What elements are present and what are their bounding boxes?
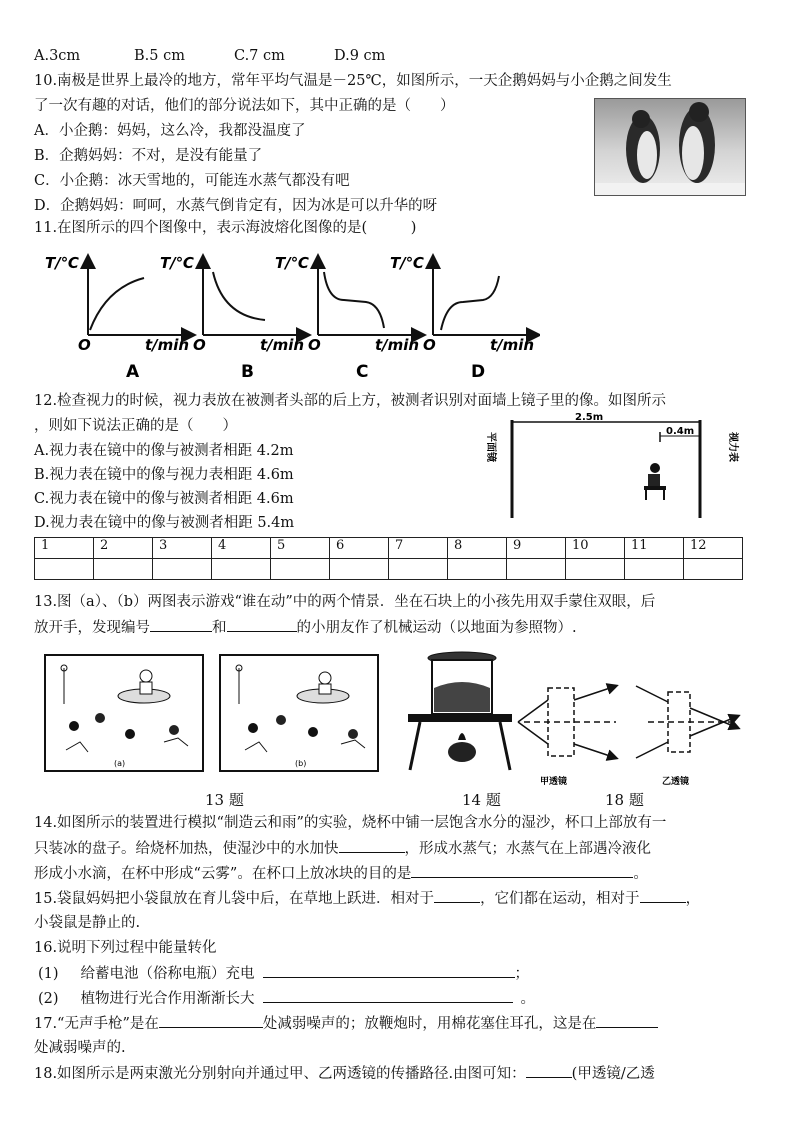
distance-0-4m: 0.4m xyxy=(666,426,695,437)
q18-figure xyxy=(516,678,756,790)
q14-blank-2[interactable] xyxy=(411,863,633,878)
graph-c-xlabel: t/min xyxy=(375,336,420,354)
graph-a-xlabel: t/min xyxy=(145,336,190,354)
answer-cell-label: 4 xyxy=(212,538,271,559)
lens-yi xyxy=(636,686,738,787)
q13-blank-1[interactable] xyxy=(150,617,212,632)
q10-stem-line2: 了一次有趣的对话，他们的部分说法如下，其中正确的是（ ） xyxy=(34,98,455,114)
graph-b-origin: O xyxy=(193,336,206,354)
graph-b xyxy=(160,254,310,382)
answer-cell-label: 5 xyxy=(271,538,330,559)
q18-text-b: (甲透镜/乙透 xyxy=(571,1066,655,1082)
q16-item-1 xyxy=(38,963,529,984)
answer-cell[interactable] xyxy=(212,559,271,580)
q9-option-d: D.9 cm xyxy=(334,48,386,64)
answer-cell-label: 11 xyxy=(625,538,684,559)
graph-a-ylabel: T/℃ xyxy=(45,254,79,272)
q13-blank-2[interactable] xyxy=(227,617,297,632)
answer-cell-label: 6 xyxy=(330,538,389,559)
person-head xyxy=(650,463,660,473)
answer-cell-label: 9 xyxy=(507,538,566,559)
q15-blank-2[interactable] xyxy=(640,888,686,903)
q16-item-1-end: ； xyxy=(514,966,530,982)
answer-cell-label: 10 xyxy=(566,538,625,559)
q16-item-1-text: 给蓄电池（俗称电瓶）充电 xyxy=(80,966,255,982)
q10-stem-line1: 10.南极是世界上最冷的地方，常年平均气温是－25℃，如图所示，一天企鹅妈妈与小企鹅之间发生 xyxy=(34,73,672,89)
q15-text-c: ， xyxy=(685,891,701,907)
q17-text-b: 处减弱噪声的；放鞭炮时，用棉花塞住耳孔，这是在 xyxy=(262,1016,597,1032)
q9-option-a: A.3cm xyxy=(34,48,81,64)
distance-2-5m: 2.5m xyxy=(575,412,604,423)
q18-blank-1[interactable] xyxy=(526,1063,572,1078)
fig-a-label: (a) xyxy=(114,759,126,768)
q15-stem-line2: 小袋鼠是静止的. xyxy=(34,915,141,931)
lens-yi-label: 乙透镜 xyxy=(662,777,690,787)
graph-a xyxy=(45,254,195,382)
q14-text-d: 。 xyxy=(633,866,648,882)
q16-item-2-text: 植物进行光合作用渐渐长大 xyxy=(80,991,255,1007)
graph-b-xlabel: t/min xyxy=(260,336,305,354)
q16-stem: 16.说明下列过程中能量转化 xyxy=(34,940,217,956)
graph-d-letter: D xyxy=(471,362,486,382)
q15-text-b: ，它们都在运动，相对于 xyxy=(480,891,640,907)
q13-figure-b xyxy=(219,654,379,772)
q9-option-c: C.7 cm xyxy=(234,48,285,64)
graph-d-ylabel: T/℃ xyxy=(390,254,424,272)
answer-cell[interactable] xyxy=(271,559,330,580)
q12-option-a: A.视力表在镜中的像与被测者相距 4.2m xyxy=(34,443,294,459)
q17-blank-1[interactable] xyxy=(159,1013,263,1028)
graph-b-ylabel: T/℃ xyxy=(160,254,194,272)
answer-cell-label: 7 xyxy=(389,538,448,559)
q16-item-2-end: 。 xyxy=(520,991,536,1007)
q9-options xyxy=(34,46,385,66)
answer-table xyxy=(34,537,743,580)
q14-text-b: ，形成水蒸气；水蒸气在上部遇冷液化 xyxy=(404,841,651,857)
q9-option-b: B.5 cm xyxy=(134,48,185,64)
q16-blank-1[interactable] xyxy=(263,963,515,978)
q11-stem: 11.在图所示的四个图像中，表示海波熔化图像的是( ) xyxy=(34,220,417,236)
graph-c-ylabel: T/℃ xyxy=(275,254,309,272)
q16-blank-2[interactable] xyxy=(263,988,513,1003)
q12-stem-line2: ，则如下说法正确的是（ ） xyxy=(34,418,237,434)
q14-text-a: 只装冰的盘子。给烧杯加热，使湿沙中的水加快 xyxy=(34,841,339,857)
q13-text-b: 和 xyxy=(212,620,227,636)
q14-stem-line3 xyxy=(34,863,648,884)
q11-graphs xyxy=(40,250,540,385)
q12-stem-line1: 12.检查视力的时候，视力表放在被测者头部的后上方，被测者识别对面墙上镜子里的像。如图所示 xyxy=(34,393,667,409)
lens-jia-label: 甲透镜 xyxy=(540,777,568,787)
q13-stem-line1: 13.图（a）、（b）两图表示游戏“谁在动”中的两个情景．坐在石块上的小孩先用双手蒙住双眼，后 xyxy=(34,594,656,610)
mirror-label: 平面镜 xyxy=(485,432,496,462)
q13-figure-a xyxy=(44,654,204,772)
q14-stem-line2 xyxy=(34,838,651,859)
q12-figure xyxy=(480,412,760,522)
q18-text-a: 18.如图所示是两束激光分别射向并通过甲、乙两透镜的传播路径.由图可知： xyxy=(34,1066,526,1082)
q10-option-d: D．企鹅妈妈：呵呵，水蒸气倒肯定有，因为冰是可以升华的呀 xyxy=(34,198,438,214)
caption-14: 14 题 xyxy=(462,791,501,809)
graph-c-origin: O xyxy=(308,336,321,354)
q13-stem-line2 xyxy=(34,617,577,638)
q16-item-2-number: (2) xyxy=(38,991,59,1007)
q13-text-c: 的小朋友作了机械运动（以地面为参照物）. xyxy=(296,620,577,636)
caption-13: 13 题 xyxy=(205,791,244,809)
answer-cell[interactable] xyxy=(448,559,507,580)
q17-stem-line2: 处减弱噪声的. xyxy=(34,1040,126,1056)
q17-stem-line1 xyxy=(34,1013,658,1034)
q16-item-1-number: (1) xyxy=(38,966,59,982)
q12-option-d: D.视力表在镜中的像与被测者相距 5.4m xyxy=(34,515,295,531)
answer-table-blank-row xyxy=(35,559,743,580)
q18-stem-line1 xyxy=(34,1063,655,1084)
q15-text-a: 15.袋鼠妈妈把小袋鼠放在育儿袋中后，在草地上跃进．相对于 xyxy=(34,891,435,907)
q14-blank-1[interactable] xyxy=(339,838,405,853)
answer-cell[interactable] xyxy=(389,559,448,580)
q17-text-a: 17.“无声手枪”是在 xyxy=(34,1016,159,1032)
graph-c xyxy=(275,254,425,382)
graph-d-origin: O xyxy=(423,336,436,354)
q13-text-a: 放开手，发现编号 xyxy=(34,620,150,636)
fig-b-label: (b) xyxy=(295,759,307,768)
q17-blank-2[interactable] xyxy=(596,1013,658,1028)
answer-cell[interactable] xyxy=(35,559,94,580)
q10-option-c: C．小企鹅：冰天雪地的，可能连水蒸气都没有吧 xyxy=(34,173,350,189)
graph-b-letter: B xyxy=(241,362,254,382)
q10-option-b: B．企鹅妈妈：不对，是没有能量了 xyxy=(34,148,263,164)
q15-blank-1[interactable] xyxy=(434,888,480,903)
answer-cell[interactable] xyxy=(684,559,743,580)
answer-cell[interactable] xyxy=(566,559,625,580)
graph-d-xlabel: t/min xyxy=(490,336,535,354)
lens-jia xyxy=(518,686,616,787)
caption-18: 18 题 xyxy=(605,791,644,809)
answer-cell-label: 1 xyxy=(35,538,94,559)
q12-option-b: B.视力表在镜中的像与视力表相距 4.6m xyxy=(34,467,294,483)
graph-a-letter: A xyxy=(126,362,140,382)
answer-cell-label: 8 xyxy=(448,538,507,559)
graph-a-origin: O xyxy=(78,336,91,354)
q15-stem-line1 xyxy=(34,888,700,909)
answer-cell[interactable] xyxy=(94,559,153,580)
answer-table-header xyxy=(35,538,743,559)
q12-option-c: C.视力表在镜中的像与被测者相距 4.6m xyxy=(34,491,294,507)
answer-cell[interactable] xyxy=(330,559,389,580)
answer-cell[interactable] xyxy=(507,559,566,580)
graph-d xyxy=(390,254,540,382)
q14-stem-line1: 14.如图所示的装置进行模拟“制造云和雨”的实验，烧杯中铺一层饱含水分的湿沙，杯口上部放有一 xyxy=(34,815,667,831)
q16-item-2 xyxy=(38,988,535,1009)
q14-figure xyxy=(404,648,516,774)
answer-cell[interactable] xyxy=(625,559,684,580)
answer-cell-label: 12 xyxy=(684,538,743,559)
answer-cell-label: 2 xyxy=(94,538,153,559)
answer-cell[interactable] xyxy=(153,559,212,580)
graph-c-letter: C xyxy=(356,362,369,382)
answer-cell-label: 3 xyxy=(153,538,212,559)
q10-option-a: A．小企鹅：妈妈，这么冷，我都没温度了 xyxy=(34,123,306,139)
q14-text-c: 形成小水滴，在杯中形成“云雾”。在杯口上放冰块的目的是 xyxy=(34,866,412,882)
chart-label: 视力表 xyxy=(727,432,738,462)
penguin-photo xyxy=(594,98,746,196)
